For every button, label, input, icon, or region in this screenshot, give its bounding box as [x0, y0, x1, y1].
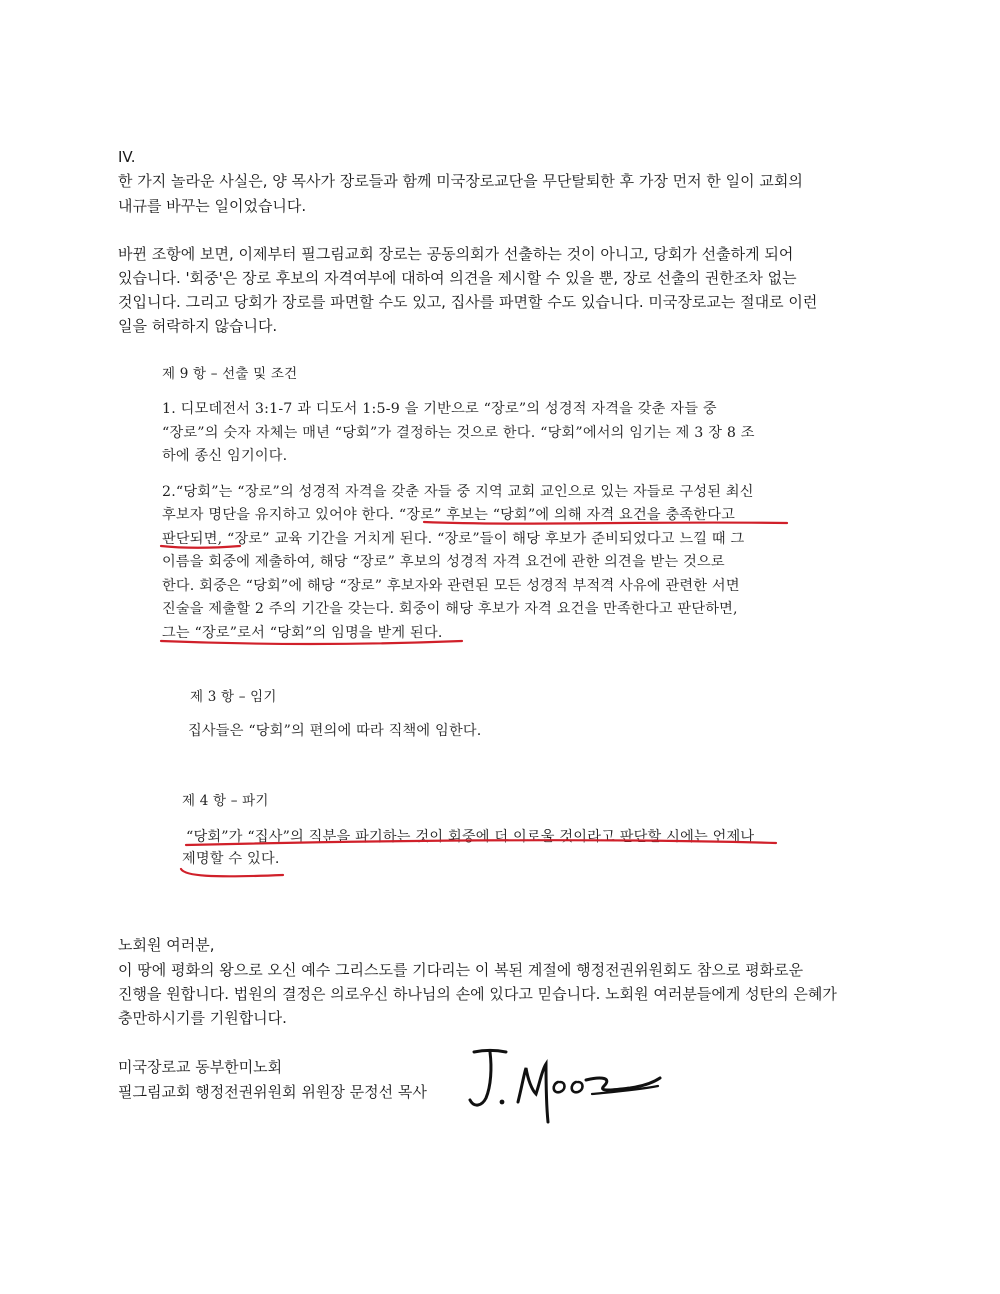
signoff-presbytery: 미국장로교 동부한미노회: [118, 1058, 283, 1076]
article3-text: 집사들은 “당회”의 편의에 따라 직책에 임한다.: [188, 723, 482, 739]
article9-clause2-line: 판단되면, “장로” 교육 기간을 거치게 된다. “장로”들이 해당 후보가 준비되었다고 느낄 때 그: [162, 531, 745, 547]
article9-clause1-line: “장로”의 숫자 자체는 매년 “당회”가 결정하는 것으로 한다. “당회”에서의 임기는 제 3 장 8 조: [162, 425, 755, 441]
article9-clause1-line: 1. 디모데전서 3:1-7 과 디도서 1:5-9 을 기반으로 “장로”의 성경적 자격을 갖춘 자들 중: [162, 401, 717, 417]
intro-para1-line: 내규를 바꾸는 일이었습니다.: [118, 197, 307, 215]
signoff-chair: 필그림교회 행정전권위원회 위원장 문정선 목사: [118, 1083, 427, 1101]
article4-line: 제명할 수 있다.: [182, 851, 280, 867]
signature-image: [462, 1046, 672, 1128]
article9-heading: 제 9 항 – 선출 및 조건: [162, 366, 298, 382]
intro-para1-line: 한 가지 놀라운 사실은, 양 목사가 장로들과 함께 미국장로교단을 무단탈퇴한 후 가장 먼저 한 일이 교회의: [118, 172, 803, 190]
article9-clause2-line: 그는 “장로”로서 “당회”의 임명을 받게 된다.: [162, 625, 443, 641]
article9-clause2-line: 한다. 회중은 “당회”에 해당 “장로” 후보자와 관련된 모든 성경적 부적격 사유에 관련한 서면: [162, 578, 740, 594]
article9-clause1-line: 하에 종신 임기이다.: [162, 448, 288, 464]
closing-para-line: 진행을 원합니다. 법원의 결정은 의로우신 하나님의 손에 있다고 믿습니다. 노회원 여러분들에게 성탄의 은혜가: [118, 985, 837, 1003]
intro-para2-line: 바뀐 조항에 보면, 이제부터 필그림교회 장로는 공동의회가 선출하는 것이 아니고, 당회가 선출하게 되어: [118, 245, 794, 263]
intro-para2-line: 일을 허락하지 않습니다.: [118, 317, 278, 335]
article4-line: “당회”가 “집사”의 직분을 파기하는 것이 회중에 더 이로울 것이라고 판단할 시에는 언제나: [186, 829, 755, 845]
section-number: IV.: [118, 148, 136, 166]
article9-clause2-line: 이름을 회중에 제출하여, 해당 “장로” 후보의 성경적 자격 요건에 관한 의견을 받는 것으로: [162, 554, 725, 570]
intro-para2-line: 것입니다. 그리고 당회가 장로를 파면할 수도 있고, 집사를 파면할 수도 있습니다. 미국장로교는 절대로 이런: [118, 293, 818, 311]
article3-heading: 제 3 항 – 임기: [190, 689, 277, 705]
closing-para-line: 이 땅에 평화의 왕으로 오신 예수 그리스도를 기다리는 이 복된 계절에 행정전권위원회도 참으로 평화로운: [118, 961, 804, 979]
article9-clause2-line: 진술을 제출할 2 주의 기간을 갖는다. 회중이 해당 후보가 자격 요건을 만족한다고 판단하면,: [162, 601, 738, 617]
intro-para2-line: 있습니다. '회중'은 장로 후보의 자격여부에 대하여 의견을 제시할 수 있을 뿐, 장로 선출의 권한조차 없는: [118, 269, 797, 287]
closing-para-line: 충만하시기를 기원합니다.: [118, 1009, 287, 1027]
article9-clause2-line: 후보자 명단을 유지하고 있어야 한다. “장로” 후보는 “당회”에 의해 자격 요건을 충족한다고: [162, 507, 736, 523]
article4-heading: 제 4 항 – 파기: [182, 793, 269, 809]
closing-salutation: 노회원 여러분,: [118, 936, 215, 954]
article9-clause2-line: 2.“당회”는 “장로”의 성경적 자격을 갖춘 자들 중 지역 교회 교인으로 있는 자들로 구성된 최신: [162, 484, 754, 500]
